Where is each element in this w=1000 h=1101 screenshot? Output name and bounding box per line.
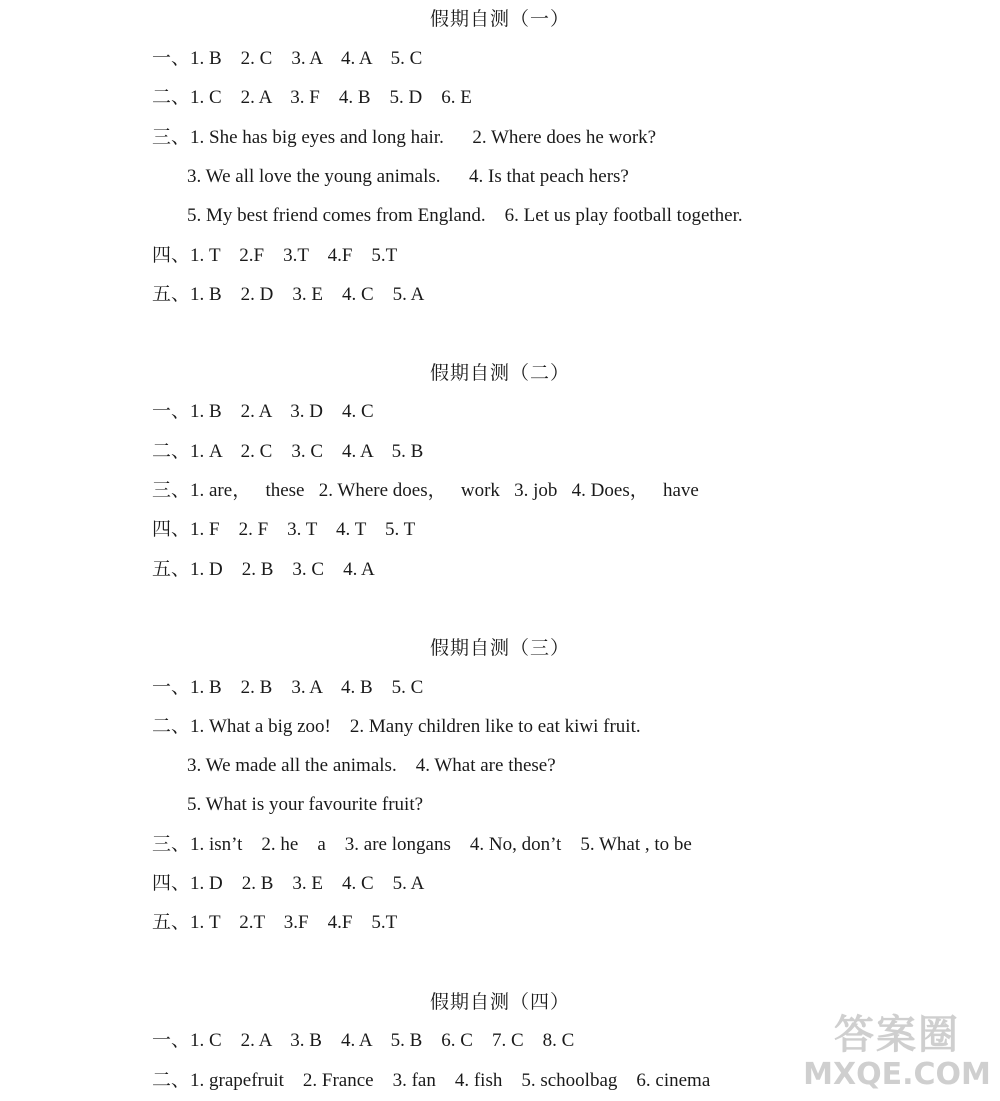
section-2-line-3: 三、1. are， these 2. Where does， work 3. job 4. Does， have <box>152 480 699 501</box>
section-2-line-2: 二、1. A 2. C 3. C 4. A 5. B <box>152 441 424 462</box>
section-1-title: 假期自测（一） <box>429 8 570 30</box>
watermark-logo <box>802 1003 992 1095</box>
section-3-line-7: 五、1. T 2.T 3.F 4.F 5.T <box>152 912 398 933</box>
section-3-line-5: 三、1. isn’t 2. he a 3. are longans 4. No, don’t 5. What , to be <box>152 834 692 855</box>
section-2-line-4: 四、1. F 2. F 3. T 4. T 5. T <box>152 519 416 540</box>
section-2-line-1: 一、1. B 2. A 3. D 4. C <box>152 401 374 422</box>
section-3-line-4: 5. What is your favourite fruit? <box>187 794 424 815</box>
section-1-line-6: 四、1. T 2.F 3.T 4.F 5.T <box>152 245 398 266</box>
section-2-title: 假期自测（二） <box>429 362 570 384</box>
section-3-line-6: 四、1. D 2. B 3. E 4. C 5. A <box>152 873 425 894</box>
section-1-line-7: 五、1. B 2. D 3. E 4. C 5. A <box>152 284 425 305</box>
section-2-line-5: 五、1. D 2. B 3. C 4. A <box>152 559 375 580</box>
section-3-title: 假期自测（三） <box>429 637 570 659</box>
section-1-line-1: 一、1. B 2. C 3. A 4. A 5. C <box>152 48 423 69</box>
watermark-bottom-text: MXQE.COM <box>803 1057 991 1092</box>
section-1-line-3: 三、1. She has big eyes and long hair. 2. Where does he work? <box>152 127 657 148</box>
section-1-line-2: 二、1. C 2. A 3. F 4. B 5. D 6. E <box>152 87 472 108</box>
section-4-title: 假期自测（四） <box>429 991 570 1013</box>
section-3-line-3: 3. We made all the animals. 4. What are these? <box>187 755 556 776</box>
section-4-line-2: 二、1. grapefruit 2. France 3. fan 4. fish 5. schoolbag 6. cinema <box>152 1070 711 1091</box>
section-4-line-1: 一、1. C 2. A 3. B 4. A 5. B 6. C 7. C 8. C <box>152 1030 575 1051</box>
section-3-line-2: 二、1. What a big zoo! 2. Many children like to eat kiwi fruit. <box>152 716 641 737</box>
section-1-line-5: 5. My best friend comes from England. 6. Let us play football together. <box>187 205 743 226</box>
watermark-top-text: 答案圈 <box>834 1012 960 1058</box>
section-1-line-4: 3. We all love the young animals. 4. Is that peach hers? <box>187 166 629 187</box>
section-3-line-1: 一、1. B 2. B 3. A 4. B 5. C <box>152 677 424 698</box>
